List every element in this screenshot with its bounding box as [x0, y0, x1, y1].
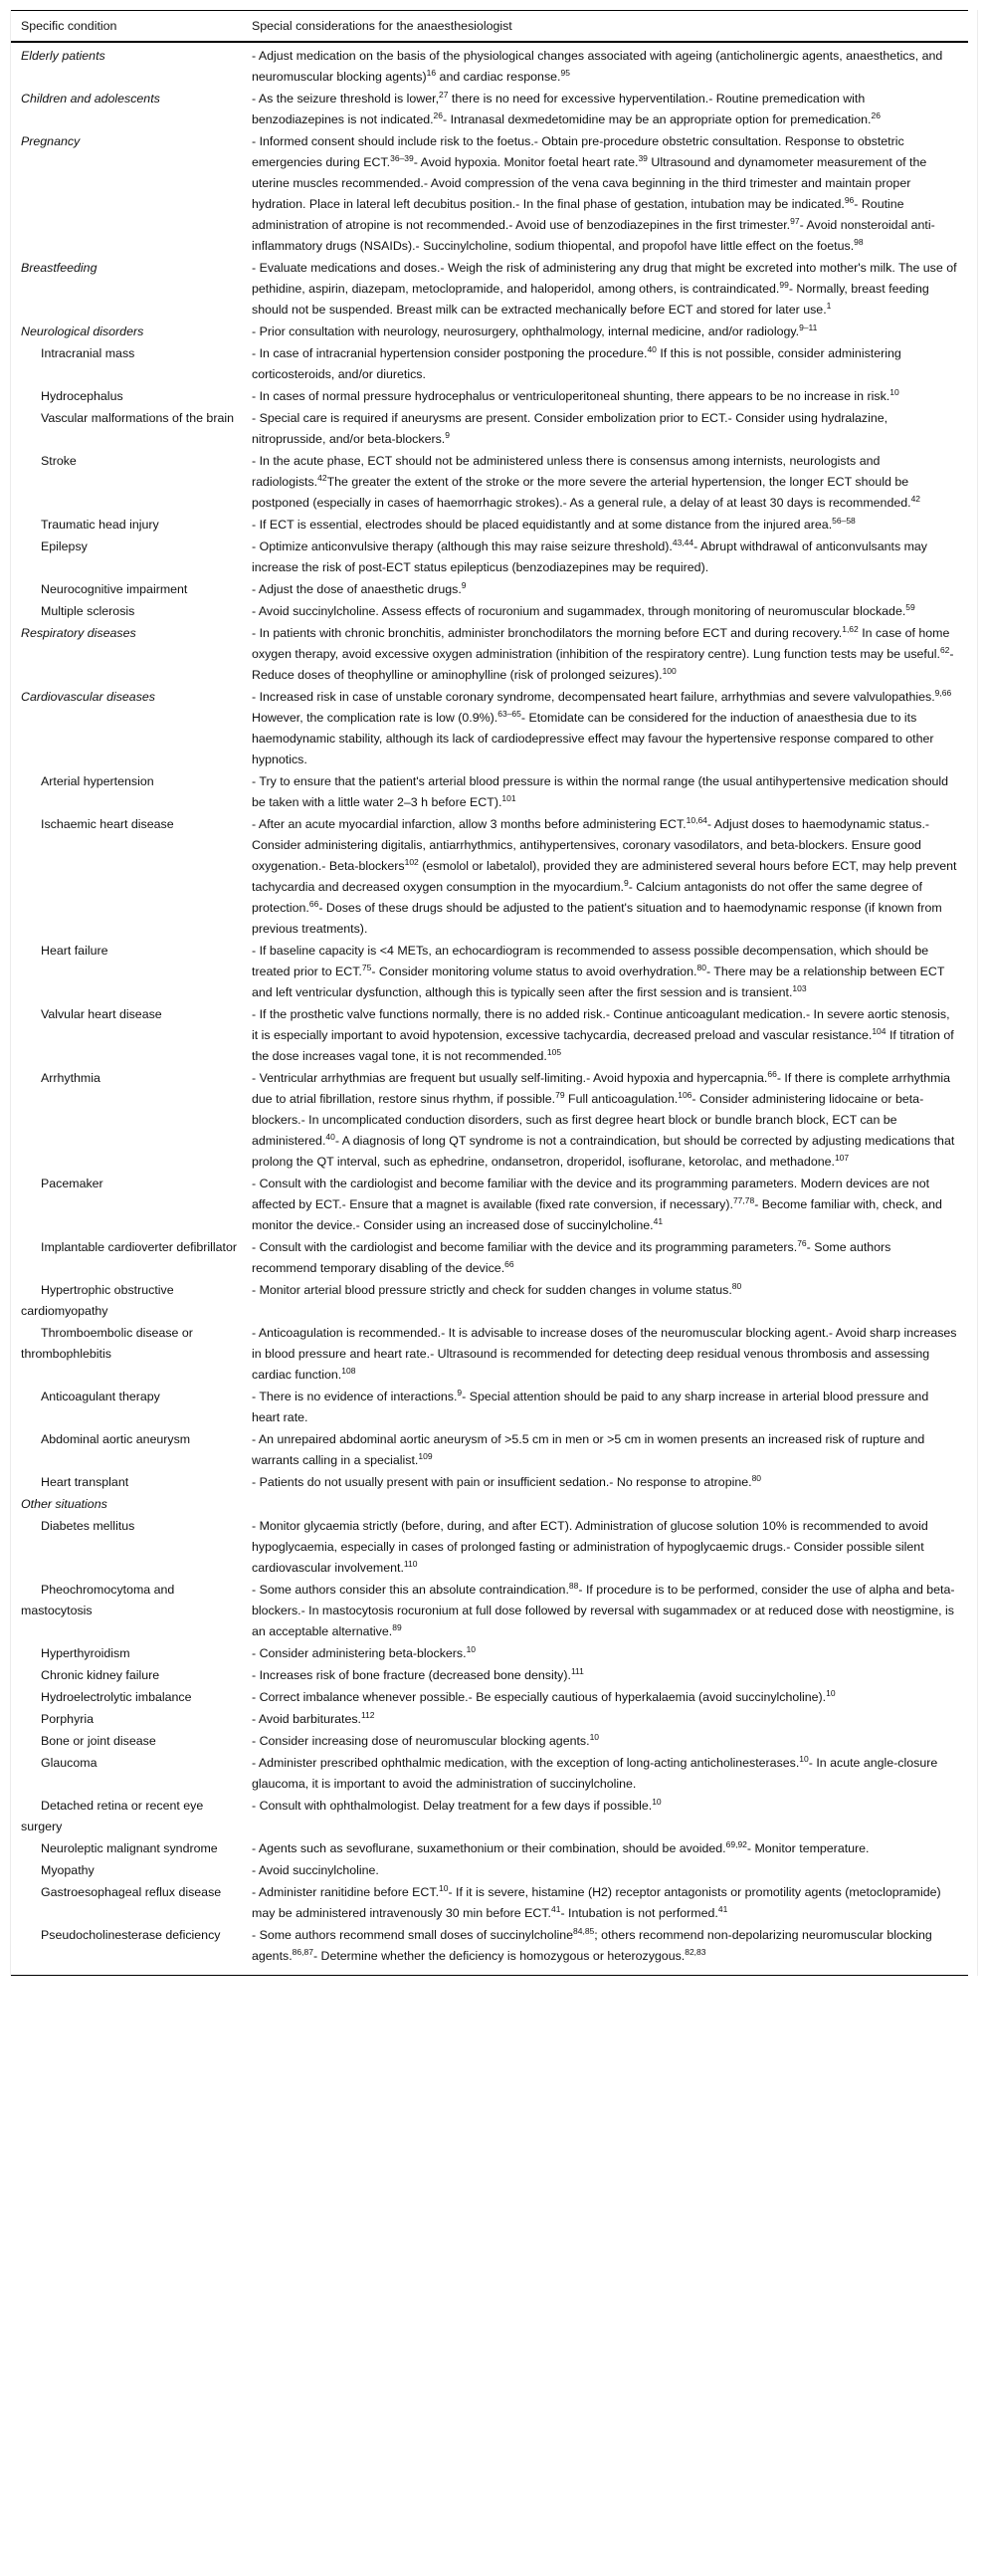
condition-category: Elderly patients — [21, 49, 105, 63]
table-row — [11, 1237, 968, 1280]
condition-subitem: Gastroesophageal reflux disease — [41, 1885, 222, 1899]
citation-ref: 95 — [560, 68, 570, 78]
considerations-text: - In patients with chronic bronchitis, administer bronchodilators the morning before ECT and during recovery.$^{1,62}$ In case of home oxygen therapy, avoid excessive oxygen administration (inhibition of the respiratory centre). Lung function tests may be useful.$^{62}$- Reduce doses of theophylline or aminophylline (risk of prolonged seizures).$^{100}$ — [252, 624, 954, 682]
citation-ref: 59 — [905, 602, 915, 612]
citation-ref: 26 — [433, 110, 444, 120]
table-header-row — [11, 11, 968, 43]
condition-category: Respiratory diseases — [21, 626, 136, 640]
considerations-text: - Adjust medication on the basis of the physiological changes associated with ageing (anticholinergic agents, anaesthetics, and neuromuscular blocking agents)$^{16}$ and cardiac response.$^{95}$ — [252, 49, 943, 84]
considerations-text: - Consider increasing dose of neuromuscular blocking agents.$^{10}$ — [252, 1732, 600, 1748]
considerations-text: - Consult with the cardiologist and become familiar with the device and its programming parameters.$^{76}$- Some authors recommend temporary disabling of the device.$^{66}$ — [252, 1238, 891, 1275]
considerations-text: - Increases risk of bone fracture (decreased bone density).$^{111}$ — [252, 1666, 584, 1682]
table-row — [11, 1882, 968, 1925]
table-row — [11, 771, 968, 814]
considerations-text: - Try to ensure that the patient's arterial blood pressure is within the normal range (the usual antihypertensive medication should be taken with a little water 2–3 h before ECT).$^{101}$ — [252, 774, 949, 809]
citation-ref: 80 — [751, 1473, 762, 1483]
citation-ref: 82,83 — [685, 1947, 706, 1957]
condition-subitem: Ischaemic heart disease — [41, 817, 174, 831]
condition-subitem: Stroke — [41, 454, 77, 468]
condition-subitem: Arrhythmia — [41, 1071, 100, 1085]
condition-subitem: Neurocognitive impairment — [41, 582, 188, 596]
citation-ref: 10 — [889, 387, 899, 397]
considerations-text: - Correct imbalance whenever possible.- Be especially cautious of hyperkalaemia (avoid succinylcholine).$^{10}$ — [252, 1688, 836, 1704]
condition-subitem: Anticoagulant therapy — [41, 1390, 160, 1403]
considerations-text: - Adjust the dose of anaesthetic drugs.$^9$ — [252, 580, 467, 596]
table-row — [11, 1796, 968, 1838]
condition-subitem: Hydrocephalus — [41, 389, 123, 403]
table-row — [11, 1387, 968, 1429]
considerations-text: - Informed consent should include risk to the foetus.- Obtain pre-procedure obstetric consultation. Response to obstetric emergencies during ECT.$^{36-39}$- Avoid hypoxia. Monitor foetal heart rate.$^{39}$ Ultrasound and dynamometer measurement of the uterine muscles recommended.- Avoid compression of the vena cava beginning in the third trimester and maintain proper hydration. Place in lateral left decubitus position.- In the final phase of gestation, intubation may be indicated.$^{96}$- Routine administration of atropine is not recommended.- Avoid use of benzodiazepines in the first trimester.$^{97}$- Avoid nonsteroidal anti-inflammatory drugs (NSAIDs).- Succinylcholine, sodium thiopental, and propofol have little effect on the foetus.$^{98}$ — [252, 134, 935, 253]
citation-ref: 42 — [910, 494, 921, 504]
table-row — [11, 1687, 968, 1709]
condition-subitem: Heart transplant — [41, 1475, 129, 1489]
table-row — [11, 131, 968, 258]
table-row — [11, 1494, 968, 1516]
citation-ref: 75 — [361, 963, 372, 972]
citation-ref: 108 — [341, 1366, 356, 1376]
condition-subitem: Myopathy — [41, 1863, 95, 1877]
table-row — [11, 42, 968, 89]
considerations-text: - In case of intracranial hypertension consider postponing the procedure.$^{40}$ If this is not possible, consider administering corticosteroids, and/or diuretics. — [252, 344, 901, 381]
table-row — [11, 1323, 968, 1387]
considerations-text: - If ECT is essential, electrodes should be placed equidistantly and at some distance from the injured area.$^{56-58}$ — [252, 516, 856, 532]
table-row — [11, 1643, 968, 1665]
table-row — [11, 258, 968, 322]
considerations-text: - Prior consultation with neurology, neurosurgery, ophthalmology, internal medicine, and/or radiology.$^{9-11}$ — [252, 322, 818, 338]
table-row — [11, 1516, 968, 1580]
condition-category: Neurological disorders — [21, 324, 144, 338]
considerations-text: - In cases of normal pressure hydrocephalus or ventriculoperitoneal shunting, there appears to be no increase in risk.$^{10}$ — [252, 387, 899, 403]
citation-ref: 10 — [652, 1797, 662, 1807]
table-row — [11, 579, 968, 601]
condition-subitem: Arterial hypertension — [41, 774, 154, 788]
citation-ref: 112 — [360, 1710, 375, 1720]
considerations-text: - Anticoagulation is recommended.- It is advisable to increase doses of the neuromuscular blocking agent.- Avoid sharp increases in blood pressure and heart rate.- Ultrasound is recommended for detecting deep residual venous thrombosis and assessing cardiac function.$^{108}$ — [252, 1326, 957, 1382]
citation-ref: 102 — [404, 857, 419, 867]
citation-ref: 9 — [624, 878, 629, 888]
condition-subitem: Hypertrophic obstructive cardiomyopathy — [21, 1283, 174, 1318]
condition-subitem: Valvular heart disease — [41, 1007, 162, 1021]
citation-ref: 10 — [799, 1754, 809, 1764]
citation-ref: 66 — [504, 1259, 514, 1269]
condition-subitem: Detached retina or recent eye surgery — [21, 1799, 204, 1833]
citation-ref: 10 — [466, 1644, 477, 1654]
citation-ref: 40 — [647, 344, 657, 354]
citation-ref: 84,85 — [573, 1926, 595, 1936]
considerations-text: - Special care is required if aneurysms are present. Consider embolization prior to ECT.- Consider using hydralazine, nitroprusside, and/or beta-blockers.$^9$ — [252, 411, 888, 446]
citation-ref: 89 — [392, 1622, 402, 1632]
citation-ref: 99 — [779, 280, 789, 290]
citation-ref: 109 — [418, 1451, 433, 1461]
considerations-text: - Avoid succinylcholine. — [252, 1863, 379, 1877]
condition-subitem: Glaucoma — [41, 1756, 98, 1770]
citation-ref: 97 — [790, 216, 800, 226]
citation-ref: 79 — [555, 1090, 565, 1100]
citation-ref: 41 — [653, 1216, 664, 1226]
condition-subitem: Diabetes mellitus — [41, 1519, 135, 1533]
condition-subitem: Neuroleptic malignant syndrome — [41, 1841, 218, 1855]
table-row — [11, 1709, 968, 1731]
condition-subitem: Traumatic head injury — [41, 518, 159, 532]
citation-ref: 105 — [546, 1047, 562, 1057]
citation-ref: 9,66 — [934, 688, 952, 698]
citation-ref: 80 — [696, 963, 706, 972]
considerations-text: - In the acute phase, ECT should not be administered unless there is consensus among internists, neurologists and radiologists.$^{42}$The greater the extent of the stroke or the more severe the arterial hypertension, the longer ECT should be postponed (especially in cases of haemorrhagic strokes).- As a general rule, a delay of at least 30 days is recommended.$^{42}$ — [252, 454, 921, 510]
condition-category: Other situations — [21, 1497, 107, 1511]
citation-ref: 42 — [317, 473, 327, 483]
citation-ref: 101 — [501, 793, 516, 803]
citation-ref: 88 — [568, 1581, 579, 1591]
citation-ref: 80 — [731, 1281, 742, 1291]
citation-ref: 62 — [939, 645, 950, 655]
citation-ref: 1,62 — [842, 624, 859, 634]
citation-ref: 100 — [662, 666, 677, 676]
condition-category: Breastfeeding — [21, 261, 98, 275]
condition-subitem: Chronic kidney failure — [41, 1668, 160, 1682]
citation-ref: 26 — [871, 110, 881, 120]
condition-subitem: Thromboembolic disease or thrombophlebitis — [21, 1326, 193, 1361]
table-row — [11, 1472, 968, 1494]
condition-subitem: Abdominal aortic aneurysm — [41, 1432, 191, 1446]
condition-subitem: Intracranial mass — [41, 346, 135, 360]
condition-category: Pregnancy — [21, 134, 81, 148]
considerations-text: - Consult with ophthalmologist. Delay treatment for a few days if possible.$^{10}$ — [252, 1797, 662, 1813]
condition-subitem: Implantable cardioverter defibrillator — [41, 1240, 237, 1254]
citation-ref: 39 — [638, 153, 648, 163]
table-row — [11, 1280, 968, 1323]
considerations-text: - Administer prescribed ophthalmic medication, with the exception of long-acting anticholinesterases.$^{10}$- In acute angle-closure glaucoma, it is important to avoid the administration of succinylcholine. — [252, 1754, 938, 1791]
considerations-text: - Optimize anticonvulsive therapy (although this may raise seizure threshold).$^{43,44}$- Abrupt withdrawal of anticonvulsants may increase the risk of post-ECT status epilepticus (benzodiazepines may be required). — [252, 537, 927, 574]
considerations-text: - Agents such as sevoflurane, suxamethonium or their combination, should be avoided.$^{69,92}$- Monitor temperature. — [252, 1839, 870, 1855]
table-row — [11, 451, 968, 515]
table-row — [11, 1580, 968, 1643]
table-row — [11, 1731, 968, 1753]
table-row — [11, 1004, 968, 1068]
citation-ref: 16 — [426, 68, 437, 78]
table-row — [11, 1925, 968, 1976]
citation-ref: 27 — [439, 90, 449, 100]
table-row — [11, 601, 968, 623]
condition-subitem: Bone or joint disease — [41, 1734, 156, 1748]
table-row — [11, 1068, 968, 1174]
table-row — [11, 386, 968, 408]
table-row — [11, 1753, 968, 1796]
citation-ref: 103 — [792, 983, 807, 993]
condition-subitem: Epilepsy — [41, 539, 88, 553]
considerations-text: - Monitor arterial blood pressure strictly and check for sudden changes in volume status.$^{80}$ — [252, 1281, 742, 1297]
considerations-text: - After an acute myocardial infarction, allow 3 months before administering ECT.$^{10,64}$- Adjust doses to haemodynamic status.- Consider administering digitalis, antiarrhythmics, antihypertensives, coronary vasodilators, and beta-blockers. Ensure good oxygenation.- Beta-blockers$^{102}$ (esmolol or labetalol), provided they are administered several hours before ECT, may help prevent tachycardia and decreased oxygen consumption in the myocardium.$^9$- Calcium antagonists do not offer the same degree of protection.$^{66}$- Doses of these drugs should be adjusted to the patient's situation and to haemodynamic response (if known from previous treatments). — [252, 815, 957, 936]
header-specific-condition: Specific condition — [21, 19, 117, 33]
table-row — [11, 1429, 968, 1472]
citation-ref: 96 — [844, 195, 855, 205]
citation-ref: 76 — [797, 1238, 807, 1248]
table-row — [11, 408, 968, 451]
citation-ref: 41 — [717, 1904, 728, 1914]
considerations-text: - An unrepaired abdominal aortic aneurysm of >5.5 cm in men or >5 cm in women presents an increased risk of rupture and warrants calling in a specialist.$^{109}$ — [252, 1432, 925, 1467]
table-row — [11, 623, 968, 687]
table-container — [10, 10, 978, 1976]
considerations-text: - Increased risk in case of unstable coronary syndrome, decompensated heart failure, arrhythmias and severe valvulopathies.$^{9,66}$ However, the complication rate is low (0.9%).$^{63-65}$- Etomidate can be considered for the induction of anaesthesia due to its haemodynamic stability, although its lack of cardiodepressive effect may favour the hypertensive response compared to other hypnotics. — [252, 688, 952, 766]
considerations-text: - If the prosthetic valve functions normally, there is no added risk.- Continue anticoagulant medication.- In severe aortic stenosis, it is especially important to avoid hypotension, excessive tachycardia, decreased preload and vascular resistance.$^{104}$ If titration of the dose increases vagal tone, it is not recommended.$^{105}$ — [252, 1007, 954, 1063]
citation-ref: 9 — [445, 430, 450, 440]
citation-ref: 9 — [461, 580, 467, 590]
citation-ref: 104 — [872, 1026, 887, 1036]
considerations-text — [242, 1494, 968, 1516]
table-row — [11, 537, 968, 579]
condition-category: Children and adolescents — [21, 92, 160, 106]
citation-ref: 66 — [767, 1069, 777, 1079]
anaesthesia-considerations-table — [11, 10, 968, 1976]
table-row — [11, 343, 968, 386]
considerations-text: - Evaluate medications and doses.- Weigh the risk of administering any drug that might be excreted into mother's milk. The use of pethidine, aspirin, diazepam, metoclopramide, and haloperidol, among others, is contraindicated.$^{99}$- Normally, breast feeding should not be suspended. Breast milk can be extracted mechanically before ECT and stored for later use.$^1$ — [252, 261, 957, 317]
condition-subitem: Vascular malformations of the brain — [41, 411, 234, 425]
table-row — [11, 1838, 968, 1860]
considerations-text: - There is no evidence of interactions.$^9$- Special attention should be paid to any sharp increase in arterial blood pressure and heart rate. — [252, 1388, 929, 1424]
condition-subitem: Heart failure — [41, 944, 108, 958]
citation-ref: 1 — [826, 301, 832, 311]
citation-ref: 9 — [457, 1388, 463, 1397]
citation-ref: 69,92 — [725, 1839, 747, 1849]
table-row — [11, 89, 968, 131]
citation-ref: 10 — [439, 1883, 449, 1893]
condition-category: Cardiovascular diseases — [21, 690, 155, 704]
table-row — [11, 322, 968, 343]
table-body — [11, 42, 968, 1976]
considerations-text: - As the seizure threshold is lower,$^{27}$ there is no need for excessive hyperventilation.- Routine premedication with benzodiazepines is not indicated.$^{26}$- Intranasal dexmedetomidine may be an appropriate option for premedication.$^{26}$ — [252, 90, 881, 126]
citation-ref: 10,64 — [686, 815, 707, 825]
considerations-text: - Ventricular arrhythmias are frequent but usually self-limiting.- Avoid hypoxia and hypercapnia.$^{66}$- If there is complete arrhythmia due to atrial fibrillation, restore sinus rhythm, if possible.$^{79}$ Full anticoagulation.$^{106}$- Consider administering lidocaine or beta-blockers.- In uncomplicated conduction disorders, such as first degree heart block or bundle branch block, ECT can be administered.$^{40}$- A diagnosis of long QT syndrome is not a contraindication, but should be corrected by adjusting medications that prolong the QT interval, such as ephedrine, ondansetron, droperidol, isoflurane, ketorolac, and methadone.$^{107}$ — [252, 1069, 955, 1169]
considerations-text: - Some authors recommend small doses of succinylcholine$^{84,85}$; others recommend non-depolarizing neuromuscular blocking agents.$^{86,87}$- Determine whether the deficiency is homozygous or heterozygous.$^{82,83}$ — [252, 1926, 932, 1963]
citation-ref: 40 — [325, 1132, 335, 1142]
citation-ref: 41 — [550, 1904, 561, 1914]
citation-ref: 63–65 — [497, 709, 521, 719]
considerations-text: - Avoid succinylcholine. Assess effects of rocuronium and sugammadex, through monitoring of neuromuscular blockade.$^{59}$ — [252, 602, 915, 618]
table-row — [11, 814, 968, 941]
header-special-considerations: Special considerations for the anaesthesiologist — [252, 19, 512, 33]
condition-subitem: Pheochromocytoma and mastocytosis — [21, 1583, 175, 1617]
citation-ref: 111 — [570, 1666, 584, 1676]
considerations-text: - Consider administering beta-blockers.$^{10}$ — [252, 1644, 477, 1660]
citation-ref: 10 — [826, 1688, 836, 1698]
citation-ref: 106 — [678, 1090, 692, 1100]
citation-ref: 107 — [834, 1153, 850, 1163]
citation-ref: 10 — [589, 1732, 600, 1742]
table-row — [11, 941, 968, 1004]
considerations-text: - Avoid barbiturates.$^{112}$ — [252, 1710, 375, 1726]
table-row — [11, 1860, 968, 1882]
citation-ref: 77,78 — [732, 1195, 755, 1205]
condition-subitem: Pseudocholinesterase deficiency — [41, 1928, 221, 1942]
condition-subitem: Porphyria — [41, 1712, 95, 1726]
considerations-text: - Administer ranitidine before ECT.$^{10}$- If it is severe, histamine (H2) receptor antagonists or promotility agents (metoclopramide) may be administered intravenously 30 min before ECT.$^{41}$- Intubation is not performed.$^{41}$ — [252, 1883, 941, 1920]
citation-ref: 43,44 — [672, 537, 694, 547]
considerations-text: - Consult with the cardiologist and become familiar with the device and its programming parameters. Modern devices are not affected by ECT.- Ensure that a magnet is available (fixed rate conversion, if necessary).$^{77,78}$- Become familiar with, check, and monitor the device.- Consider using an increased dose of succinylcholine.$^{41}$ — [252, 1177, 942, 1232]
citation-ref: 110 — [403, 1559, 418, 1569]
considerations-text: - Monitor glycaemia strictly (before, during, and after ECT). Administration of glucose solution 10% is recommended to avoid hypoglycaemia, especially in cases of prolonged fasting or administration of hypoglycaemic drugs.- Consider possible silent cardiovascular involvement.$^{110}$ — [252, 1519, 928, 1575]
citation-ref: 9–11 — [799, 322, 818, 332]
citation-ref: 56–58 — [832, 516, 856, 526]
condition-subitem: Multiple sclerosis — [41, 604, 135, 618]
citation-ref: 98 — [854, 237, 864, 247]
condition-subitem: Pacemaker — [41, 1177, 103, 1190]
citation-ref: 36–39 — [390, 153, 414, 163]
considerations-text: - If baseline capacity is <4 METs, an echocardiogram is recommended to assess possible decompensation, which should be treated prior to ECT.$^{75}$- Consider monitoring volume status to avoid overhydration.$^{80}$- There may be a relationship between ECT and left ventricular dysfunction, although this is typically seen after the first session and is transient.$^{103}$ — [252, 944, 945, 999]
condition-subitem: Hydroelectrolytic imbalance — [41, 1690, 192, 1704]
table-row — [11, 1174, 968, 1237]
considerations-text: - Patients do not usually present with pain or insufficient sedation.- No response to atropine.$^{80}$ — [252, 1473, 762, 1489]
condition-subitem: Hyperthyroidism — [41, 1646, 130, 1660]
table-row — [11, 687, 968, 771]
table-row — [11, 1665, 968, 1687]
considerations-text: - Some authors consider this an absolute contraindication.$^{88}$- If procedure is to be performed, consider the use of alpha and beta-blockers.- In mastocytosis rocuronium at full dose followed by reversal with sugammadex or at reduced dose with neostigmine, is an acceptable alternative.$^{89}$ — [252, 1581, 955, 1638]
table-row — [11, 515, 968, 537]
citation-ref: 86,87 — [292, 1947, 313, 1957]
citation-ref: 66 — [308, 899, 319, 909]
